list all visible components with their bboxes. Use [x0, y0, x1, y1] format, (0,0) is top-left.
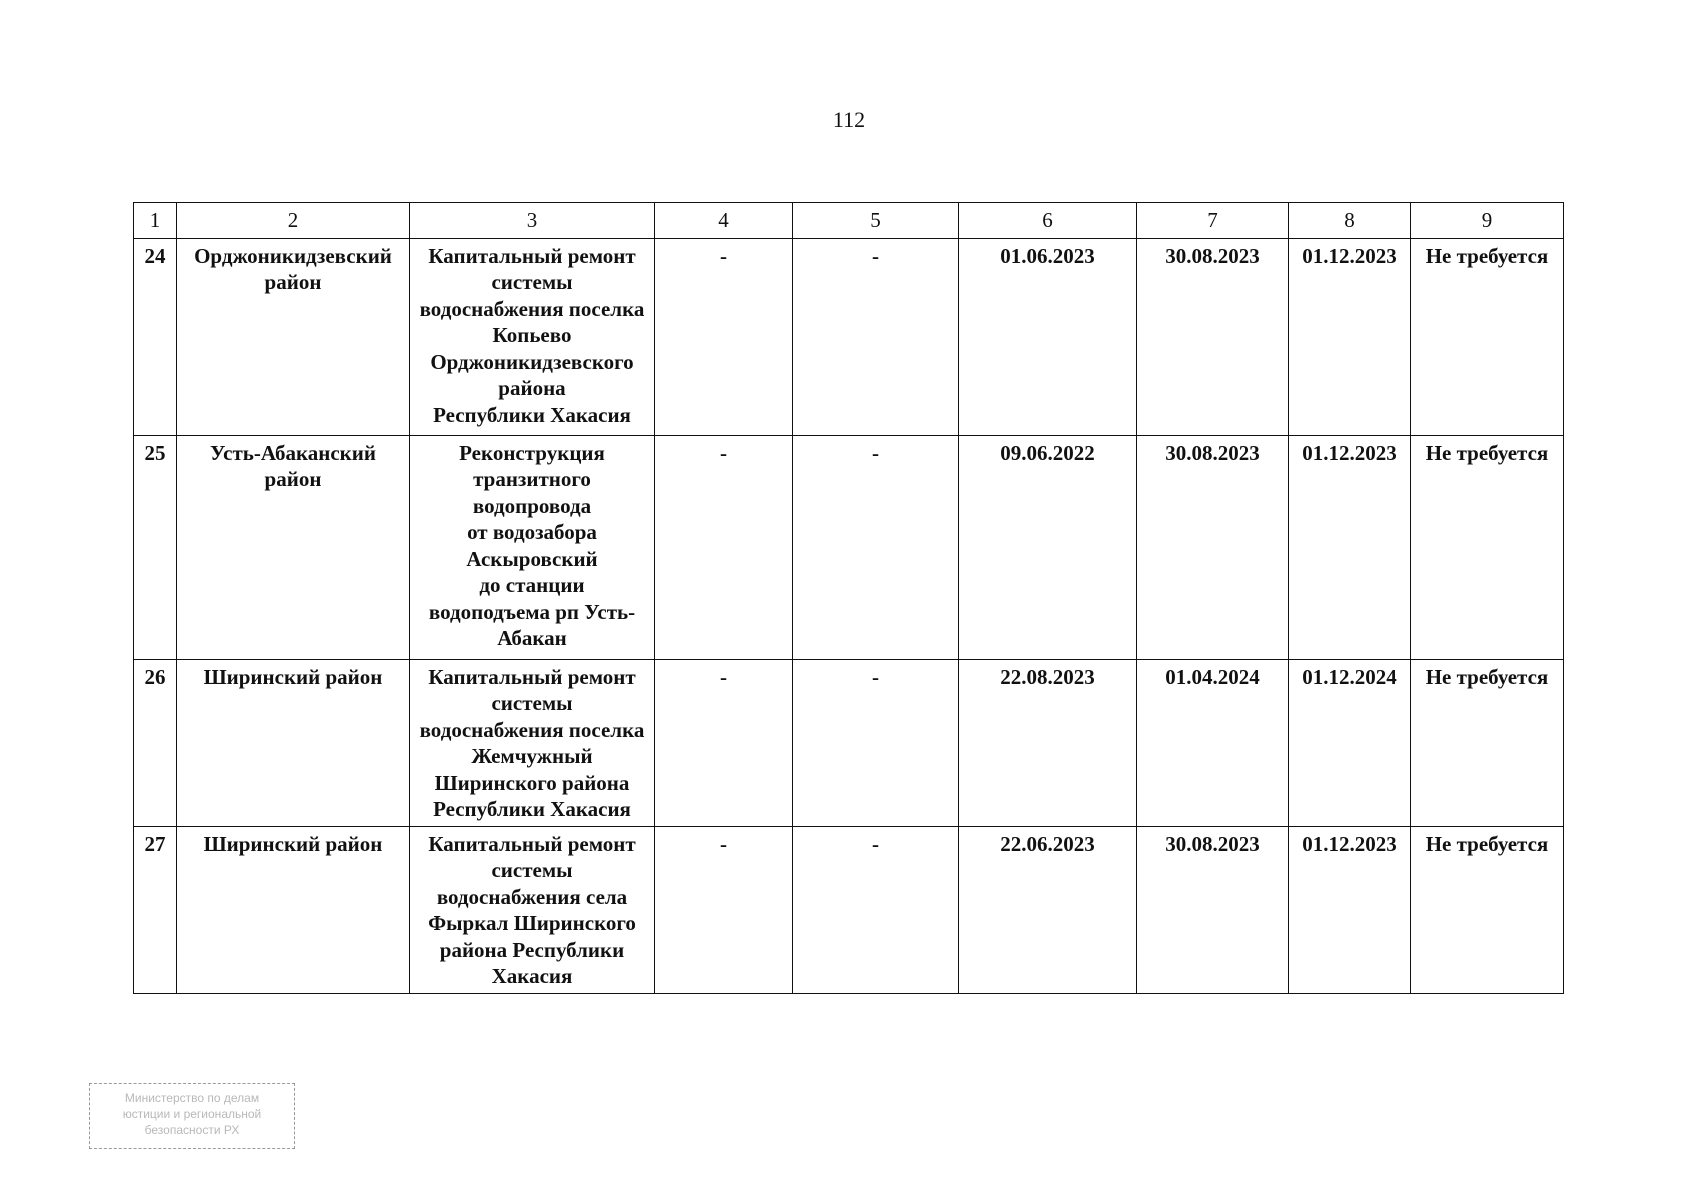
district-cell [177, 659, 410, 826]
district-line: Ширинский район [203, 831, 383, 856]
description-line: водоснабжения села [436, 884, 628, 909]
date-cell: 01.12.2023 [1289, 826, 1411, 993]
description-line: водоснабжения поселка [419, 296, 645, 321]
col5-cell: - [793, 435, 959, 659]
header-cell: 9 [1411, 203, 1564, 239]
stamp-line: Министерство по делам [124, 1091, 260, 1105]
requirement-cell: Не требуется [1411, 238, 1564, 435]
date-cell: 30.08.2023 [1137, 826, 1289, 993]
description-line: района Республики [439, 937, 625, 962]
date-cell: 22.08.2023 [959, 659, 1137, 826]
table-row [134, 435, 1564, 659]
description-cell [410, 238, 655, 435]
description-line: транзитного [473, 467, 591, 491]
description-line: Капитальный ремонт [428, 664, 636, 689]
row-number: 26 [134, 659, 177, 826]
col5-cell: - [793, 659, 959, 826]
description-line: до станции [479, 573, 585, 597]
col4-cell: - [655, 826, 793, 993]
description-line: Реконструкция [459, 440, 605, 465]
description-line: Республики Хакасия [433, 797, 631, 821]
page-number: 112 [832, 107, 866, 132]
date-cell: 09.06.2022 [959, 435, 1137, 659]
date-cell: 22.06.2023 [959, 826, 1137, 993]
header-cell: 8 [1289, 203, 1411, 239]
table-row [134, 826, 1564, 993]
header-cell: 1 [134, 203, 177, 239]
description-line: от водозабора [467, 520, 597, 544]
description-line: водоснабжения поселка [419, 717, 645, 742]
description-line: Жемчужный [471, 744, 593, 768]
district-line: район [264, 270, 322, 294]
date-cell: 01.12.2023 [1289, 435, 1411, 659]
header-cell: 2 [177, 203, 410, 239]
district-line: Орджоникидзевский [194, 243, 392, 268]
row-number: 25 [134, 435, 177, 659]
stamp-line: безопасности РХ [144, 1123, 240, 1137]
description-line: Республики Хакасия [433, 402, 631, 427]
description-line: Абакан [497, 626, 567, 650]
description-line: Аскыровский [466, 546, 598, 571]
district-cell [177, 238, 410, 435]
col4-cell: - [655, 435, 793, 659]
table-row [134, 659, 1564, 826]
description-cell [410, 826, 655, 993]
header-cell: 7 [1137, 203, 1289, 239]
requirement-cell: Не требуется [1411, 659, 1564, 826]
description-line: Капитальный ремонт [428, 831, 636, 856]
header-cell: 6 [959, 203, 1137, 239]
description-line: системы [491, 270, 573, 294]
description-line: Капитальный ремонт [428, 243, 636, 268]
district-line: район [264, 467, 322, 491]
date-cell: 01.06.2023 [959, 238, 1137, 435]
row-number: 27 [134, 826, 177, 993]
description-line: района [498, 376, 566, 400]
district-cell [177, 435, 410, 659]
header-cell: 5 [793, 203, 959, 239]
district-line: Усть-Абаканский [210, 440, 376, 465]
district-line: Ширинский район [203, 664, 383, 689]
requirement-cell: Не требуется [1411, 826, 1564, 993]
description-line: системы [491, 691, 573, 715]
description-line: Орджоникидзевского [430, 349, 634, 374]
row-number: 24 [134, 238, 177, 435]
date-cell: 30.08.2023 [1137, 238, 1289, 435]
description-line: Ширинского района [434, 770, 630, 795]
description-line: водопровода [472, 493, 592, 518]
col4-cell: - [655, 238, 793, 435]
description-line: Хакасия [491, 964, 573, 988]
date-cell: 01.12.2023 [1289, 238, 1411, 435]
col4-cell: - [655, 659, 793, 826]
data-table [133, 202, 1564, 994]
col5-cell: - [793, 826, 959, 993]
header-cell: 4 [655, 203, 793, 239]
description-line: Фыркал Ширинского [428, 911, 636, 935]
date-cell: 01.12.2024 [1289, 659, 1411, 826]
description-line: водоподъема рп Усть- [428, 599, 636, 624]
registration-stamp [89, 1083, 295, 1149]
requirement-cell: Не требуется [1411, 435, 1564, 659]
date-cell: 30.08.2023 [1137, 435, 1289, 659]
description-cell [410, 659, 655, 826]
stamp-line: юстиции и региональной [122, 1107, 262, 1121]
district-cell [177, 826, 410, 993]
header-row [134, 203, 1564, 239]
description-line: системы [491, 858, 573, 882]
date-cell: 01.04.2024 [1137, 659, 1289, 826]
col5-cell: - [793, 238, 959, 435]
description-cell [410, 435, 655, 659]
header-cell: 3 [410, 203, 655, 239]
description-line: Копьево [492, 323, 572, 347]
table-row [134, 238, 1564, 435]
